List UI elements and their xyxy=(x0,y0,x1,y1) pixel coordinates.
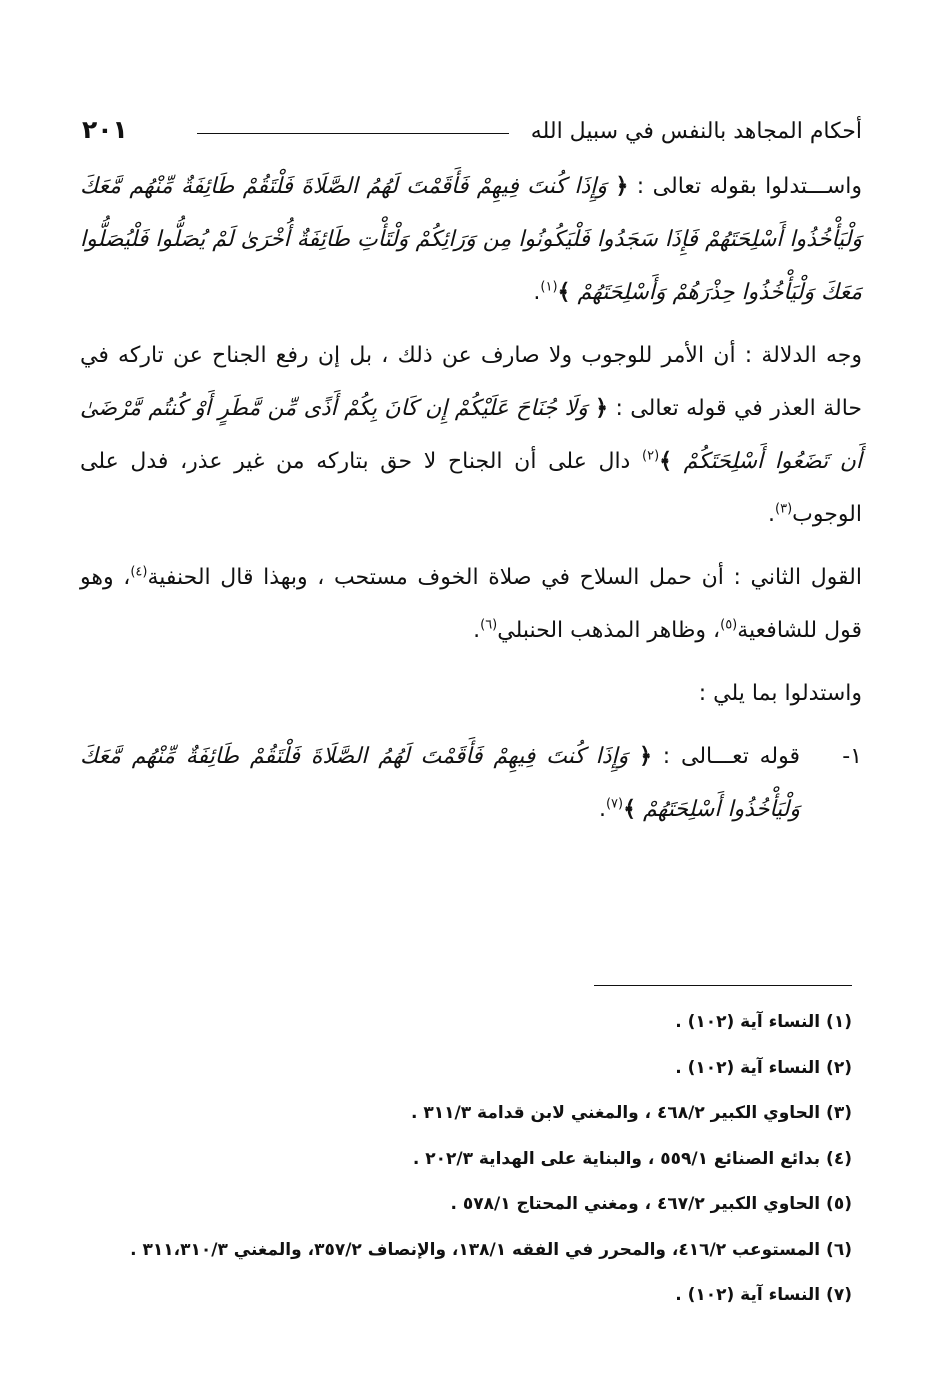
footnote-ref-4[interactable]: (٤) xyxy=(130,564,148,580)
quran-verse-3: وَإِذَا كُنتَ فِيهِمْ فَأَقَمْتَ لَهُمُ الصَّلَاةَ فَلْتَقُمْ طَائِفَةٌ مِّنْهُم مَّعَكَ وَلْيَأْخُذُوا أَسْلِحَتَهُمْ xyxy=(80,744,800,822)
footnote-ref-7[interactable]: (٧) xyxy=(605,796,624,812)
paragraph-3-mid: ، وهو قول للشافعية xyxy=(80,565,862,643)
quran-close-bracket: ﴾ xyxy=(557,279,571,305)
footnote-separator xyxy=(594,985,852,986)
quran-open-bracket: ﴿ xyxy=(595,395,609,421)
quran-verse-2: وَلَا جُنَاحَ عَلَيْكُمْ إِن كَانَ بِكُمْ أَذًى مِّن مَّطَرٍ أَوْ كُنتُم مَّرْضَىٰ أَن تَضَعُوا أَسْلِحَتَكُمْ xyxy=(80,396,862,474)
quran-verse-1: وَإِذَا كُنتَ فِيهِمْ فَأَقَمْتَ لَهُمُ الصَّلَاةَ فَلْتَقُمْ طَائِفَةٌ مِّنْهُم مَّعَكَ وَلْيَأْخُذُوا أَسْلِحَتَهُمْ فَإِذَا سَجَدُوا فَلْيَكُونُوا مِن وَرَائِكُمْ وَلْتَأْتِ طَائِفَةٌ أُخْرَىٰ لَمْ يُصَلُّوا فَلْيُصَلُّوا مَعَكَ وَلْيَأْخُذُوا حِذْرَهُمْ وَأَسْلِحَتَهُمْ xyxy=(80,174,862,305)
paragraph-4 xyxy=(80,667,862,720)
item-text xyxy=(80,730,800,836)
quran-open-bracket: ﴿ xyxy=(639,743,652,769)
footnote-ref-5[interactable]: (٥) xyxy=(720,617,738,633)
paragraph-3 xyxy=(80,551,862,657)
page-number: ٢٠١ xyxy=(82,115,128,144)
paragraph-2-tail: . xyxy=(768,502,775,527)
footnote-6: (٦) المستوعب ٤١٦/٢، والمحرر في الفقه ١٣٨/١، والإنصاف ٣٥٧/٢، والمغني ٣١١،٣١٠/٣ . xyxy=(130,1239,852,1260)
footnote-ref-3[interactable]: (٣) xyxy=(775,501,793,517)
quran-open-bracket: ﴿ xyxy=(615,173,629,199)
footnote-ref-6[interactable]: (٦) xyxy=(480,617,498,633)
paragraph-1 xyxy=(80,160,862,319)
paragraph-3-lead: القول الثاني : أن حمل السلاح في صلاة الخوف مستحب ، وبهذا قال الحنفية xyxy=(147,565,862,590)
footnote-4: (٤) بدائع الصنائع ٥٥٩/١ ، والبناية على الهداية ٢٠٢/٣ . xyxy=(412,1148,852,1169)
paragraph-2-mid: دال على أن الجناح لا حق بتاركه من غير عذر، فدل على الوجوب xyxy=(80,449,862,527)
footnote-2: (٢) النساء آية (١٠٢) . xyxy=(675,1057,852,1078)
footnote-ref-2[interactable]: (٢) xyxy=(642,448,660,464)
item-marker: ١- xyxy=(842,744,862,769)
paragraph-4-text: واستدلوا بما يلي : xyxy=(698,681,862,706)
footnote-3: (٣) الحاوي الكبير ٤٦٨/٢ ، والمغني لابن قدامة ٣١١/٣ . xyxy=(411,1103,852,1123)
body-text xyxy=(80,160,862,836)
item-1-tail: . xyxy=(598,797,606,822)
paragraph-3-tail: . xyxy=(473,618,481,643)
paragraph-2 xyxy=(80,329,862,541)
paragraph-1-tail: . xyxy=(533,280,541,305)
running-title: أحكام المجاهد بالنفس في سبيل الله xyxy=(530,119,862,144)
footnotes xyxy=(90,1000,852,1319)
footnote-5: (٥) الحاوي الكبير ٤٦٧/٢ ، ومغني المحتاج ٥٧٨/١ . xyxy=(450,1194,852,1214)
paragraph-3-mid2: ، وظاهر المذهب الحنبلي xyxy=(497,618,721,643)
header-rule xyxy=(197,133,509,134)
item-1-lead: قوله تعـــالى : xyxy=(662,744,800,769)
footnote-ref-1[interactable]: (١) xyxy=(540,279,558,295)
page-header xyxy=(82,100,862,144)
quran-close-bracket: ﴾ xyxy=(623,796,636,822)
quran-close-bracket: ﴾ xyxy=(659,448,673,474)
numbered-item-1 xyxy=(80,730,862,836)
paragraph-2-lead: وجه الدلالة : أن الأمر للوجوب ولا صارف عن ذلك ، بل إن رفع الجناح عن تاركه في حالة العذر في قوله تعالى : xyxy=(80,343,862,421)
paragraph-1-lead: واســـتدلوا بقوله تعالى : xyxy=(636,174,863,199)
footnote-1: (١) النساء آية (١٠٢) . xyxy=(675,1012,852,1032)
footnote-7: (٧) النساء آية (١٠٢) . xyxy=(675,1285,852,1305)
